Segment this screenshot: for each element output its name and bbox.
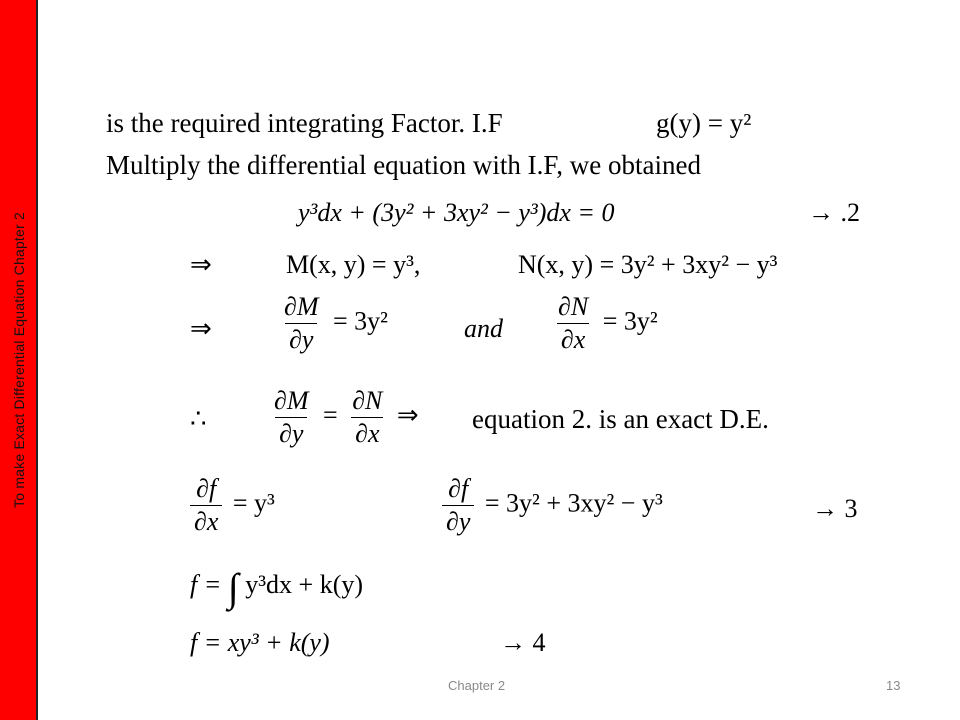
footer-chapter: Chapter 2 (448, 678, 506, 693)
exact-dm-dy-fraction (270, 386, 313, 449)
line-multiply (106, 150, 701, 181)
df-dy-denominator: ∂y (442, 505, 474, 537)
exact-dm-dy-denominator: ∂y (275, 417, 307, 449)
df-dx-value: = y³ (232, 488, 275, 518)
implies-symbol-2: ⇒ (190, 314, 212, 343)
dn-dx-value: = 3y² (602, 306, 658, 336)
df-dx-row (186, 474, 275, 537)
and-text: and (464, 314, 503, 343)
sidebar-title: To make Exact Differential Equation Chapter 2 (11, 212, 27, 508)
dn-dx-fraction (554, 292, 592, 355)
equation-2-tag: → .2 (808, 198, 860, 227)
df-dy-row (438, 474, 663, 537)
exact-dm-dy-numerator: ∂M (274, 386, 309, 415)
df-dy-numerator: ∂f (448, 474, 469, 503)
exactness-row (266, 386, 419, 449)
f-result: f = xy³ + k(y) (190, 628, 330, 657)
exact-dn-dx-denominator: ∂x (351, 417, 383, 449)
sidebar-band (0, 0, 38, 720)
therefore-symbol: ∴ (190, 404, 207, 433)
dn-dx-row (550, 292, 658, 355)
df-dx-fraction (190, 474, 222, 537)
n-definition: N(x, y) = 3y² + 3xy² − y³ (518, 250, 778, 279)
f-integral-row (190, 565, 364, 610)
equation-4-tag: → 4 (500, 628, 546, 657)
multiply-text: Multiply the differential equation with I.F, we obtained (106, 150, 701, 180)
f-integral-rhs: y³dx + k(y) (245, 570, 364, 599)
equation-2-text: y³dx + (3y² + 3xy² − y³)dx = 0 (298, 198, 615, 227)
dm-dy-numerator: ∂M (284, 292, 319, 321)
exact-dn-dx-numerator: ∂N (352, 386, 383, 415)
exact-conclusion: equation 2. is an exact D.E. (472, 404, 769, 434)
integral-symbol: ∫ (227, 565, 239, 610)
gy-formula-text: g(y) = y² (656, 108, 752, 138)
equation-2 (298, 198, 614, 228)
df-dy-fraction (442, 474, 474, 537)
m-definition: M(x, y) = y³, (286, 250, 421, 279)
dm-dy-value: = 3y² (333, 306, 388, 336)
equals-sign: = (323, 400, 338, 430)
dn-dx-denominator: ∂x (557, 323, 589, 355)
slide-content (40, 0, 960, 720)
df-dx-numerator: ∂f (196, 474, 217, 503)
dm-dy-row (276, 292, 388, 355)
implies-symbol-1: ⇒ (190, 250, 212, 279)
dm-dy-denominator: ∂y (285, 323, 317, 355)
dn-dx-numerator: ∂N (558, 292, 589, 321)
df-dx-denominator: ∂x (190, 505, 222, 537)
gy-formula (656, 108, 751, 139)
integrating-factor-text: is the required integrating Factor. I.F (106, 108, 503, 138)
df-dy-value: = 3y² + 3xy² − y³ (484, 488, 663, 518)
implies-symbol-3: ⇒ (396, 400, 419, 430)
dm-dy-fraction (280, 292, 323, 355)
exact-dn-dx-fraction (348, 386, 386, 449)
f-integral-lhs: f = (190, 570, 222, 599)
page-number: 13 (886, 678, 901, 693)
equation-3-tag: → 3 (812, 494, 858, 523)
line-integrating-factor (106, 108, 503, 139)
